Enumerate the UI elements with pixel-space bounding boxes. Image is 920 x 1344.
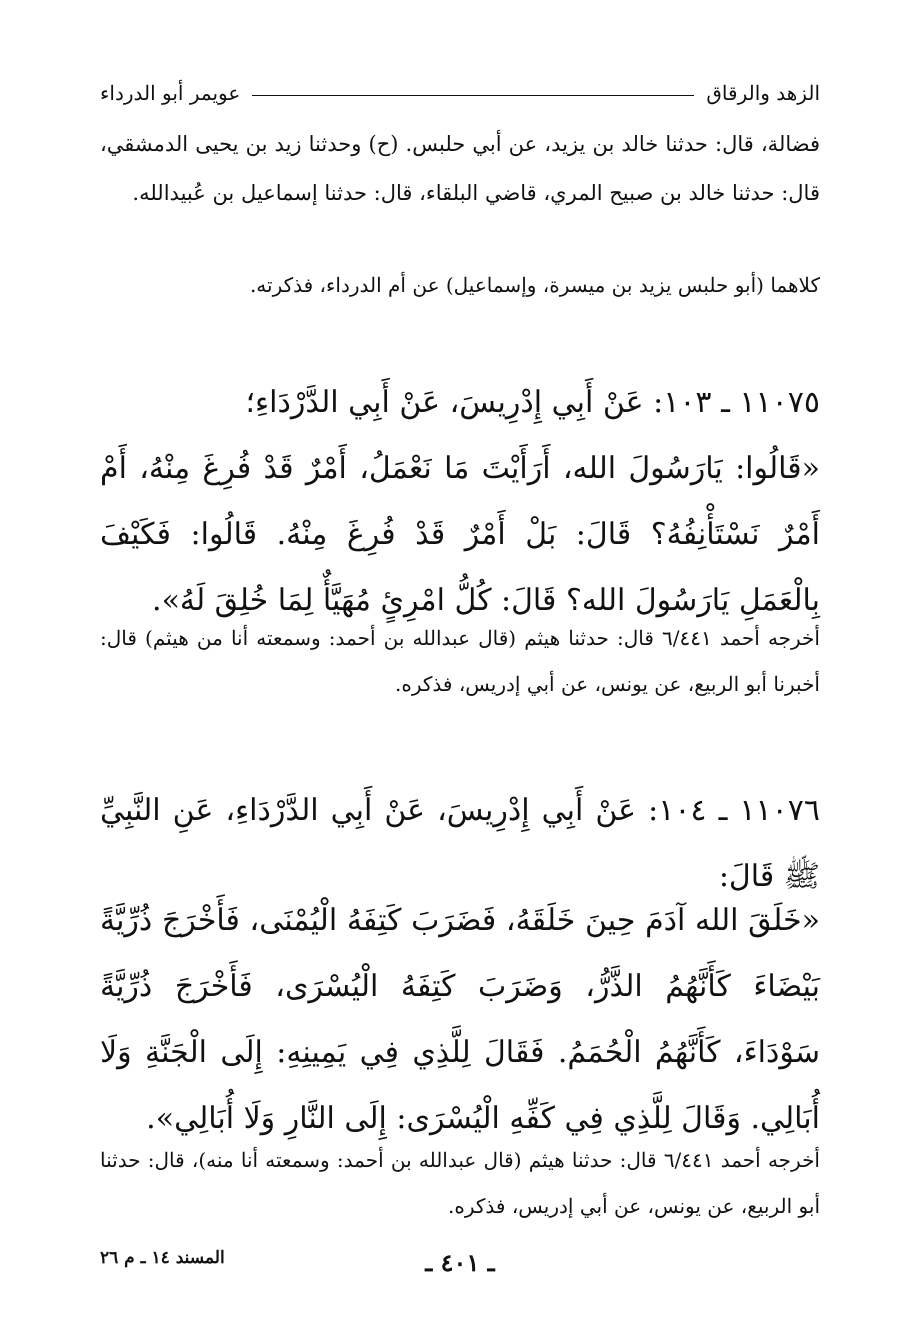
hadith-heading-11076: ١١٠٧٦ ـ ١٠٤: عَنْ أَبِي إِدْرِيسَ، عَنْ أَبِي الدَّرْدَاءِ، عَنِ النَّبِيِّ ﷺ قَالَ: (100, 793, 820, 894)
page-footer (100, 1248, 820, 1278)
isnad-paragraph: فضالة، قال: حدثنا خالد بن يزيد، عن أبي حلبس. (ح) وحدثنا زيد بن يحيى الدمشقي، قال: حدثنا خالد بن صبيح المري، قاضي البلقاء، قال: حدثنا إسماعيل بن عُبيدالله. (100, 132, 820, 205)
hadith-text-11075: «قَالُوا: يَارَسُولَ الله، أَرَأَيْتَ مَا نَعْمَلُ، أَمْرٌ قَدْ فُرِغَ مِنْهُ، أَمْ أَمْرٌ نَسْتَأْنِفُهُ؟ قَالَ: بَلْ أَمْرٌ قَدْ فُرِغَ مِنْهُ. قَالُوا: فَكَيْفَ بِالْعَمَلِ يَارَسُولَ الله؟ قَالَ: كُلُّ امْرِئٍ مُهَيَّأٌ لِمَا خُلِقَ لَهُ». (100, 451, 820, 618)
hadith-heading-11075: ١١٠٧٥ ـ ١٠٣: عَنْ أَبِي إِدْرِيسَ، عَنْ أَبِي الدَّرْدَاءِ؛ (245, 385, 820, 420)
hadith-source-11075: أخرجه أحمد ٦/٤٤١ قال: حدثنا هيثم (قال عبدالله بن أحمد: وسمعته أنا من هيثم) قال: أخبرنا أبو الربيع، عن يونس، عن أبي إدريس، فذكره. (100, 626, 820, 696)
page-number: ـ ٤٠١ ـ (425, 1248, 495, 1277)
header-chapter-title: عويمر أبو الدرداء (100, 81, 241, 105)
header-book-title: الزهد والرقاق (706, 81, 820, 105)
running-header (100, 76, 820, 110)
header-rule (252, 95, 694, 96)
signature-mark: المسند ١٤ ـ م ٢٦ (100, 1248, 225, 1268)
hadith-text-11076: «خَلَقَ الله آدَمَ حِينَ خَلَقَهُ، فَضَرَبَ كَتِفَهُ الْيُمْنَى، فَأَخْرَجَ ذُرِّيَّةً بَيْضَاءَ كَأَنَّهُمُ الذَّرُّ، وَضَرَبَ كَتِفَهُ الْيُسْرَى، فَأَخْرَجَ ذُرِّيَّةً سَوْدَاءَ، كَأَنَّهُمُ الْحُمَمُ. فَقَالَ لِلَّذِي فِي يَمِينِهِ: إِلَى الْجَنَّةِ وَلَا أُبَالِي. وَقَالَ لِلَّذِي فِي كَفِّهِ الْيُسْرَى: إِلَى النَّارِ وَلَا أُبَالِي». (100, 903, 820, 1136)
isnad-summary: كلاهما (أبو حلبس يزيد بن ميسرة، وإسماعيل) عن أم الدرداء، فذكرته. (249, 273, 820, 297)
hadith-source-11076: أخرجه أحمد ٦/٤٤١ قال: حدثنا هيثم (قال عبدالله بن أحمد: وسمعته أنا منه)، قال: حدثنا أبو الربيع، عن يونس، عن أبي إدريس، فذكره. (100, 1148, 820, 1218)
